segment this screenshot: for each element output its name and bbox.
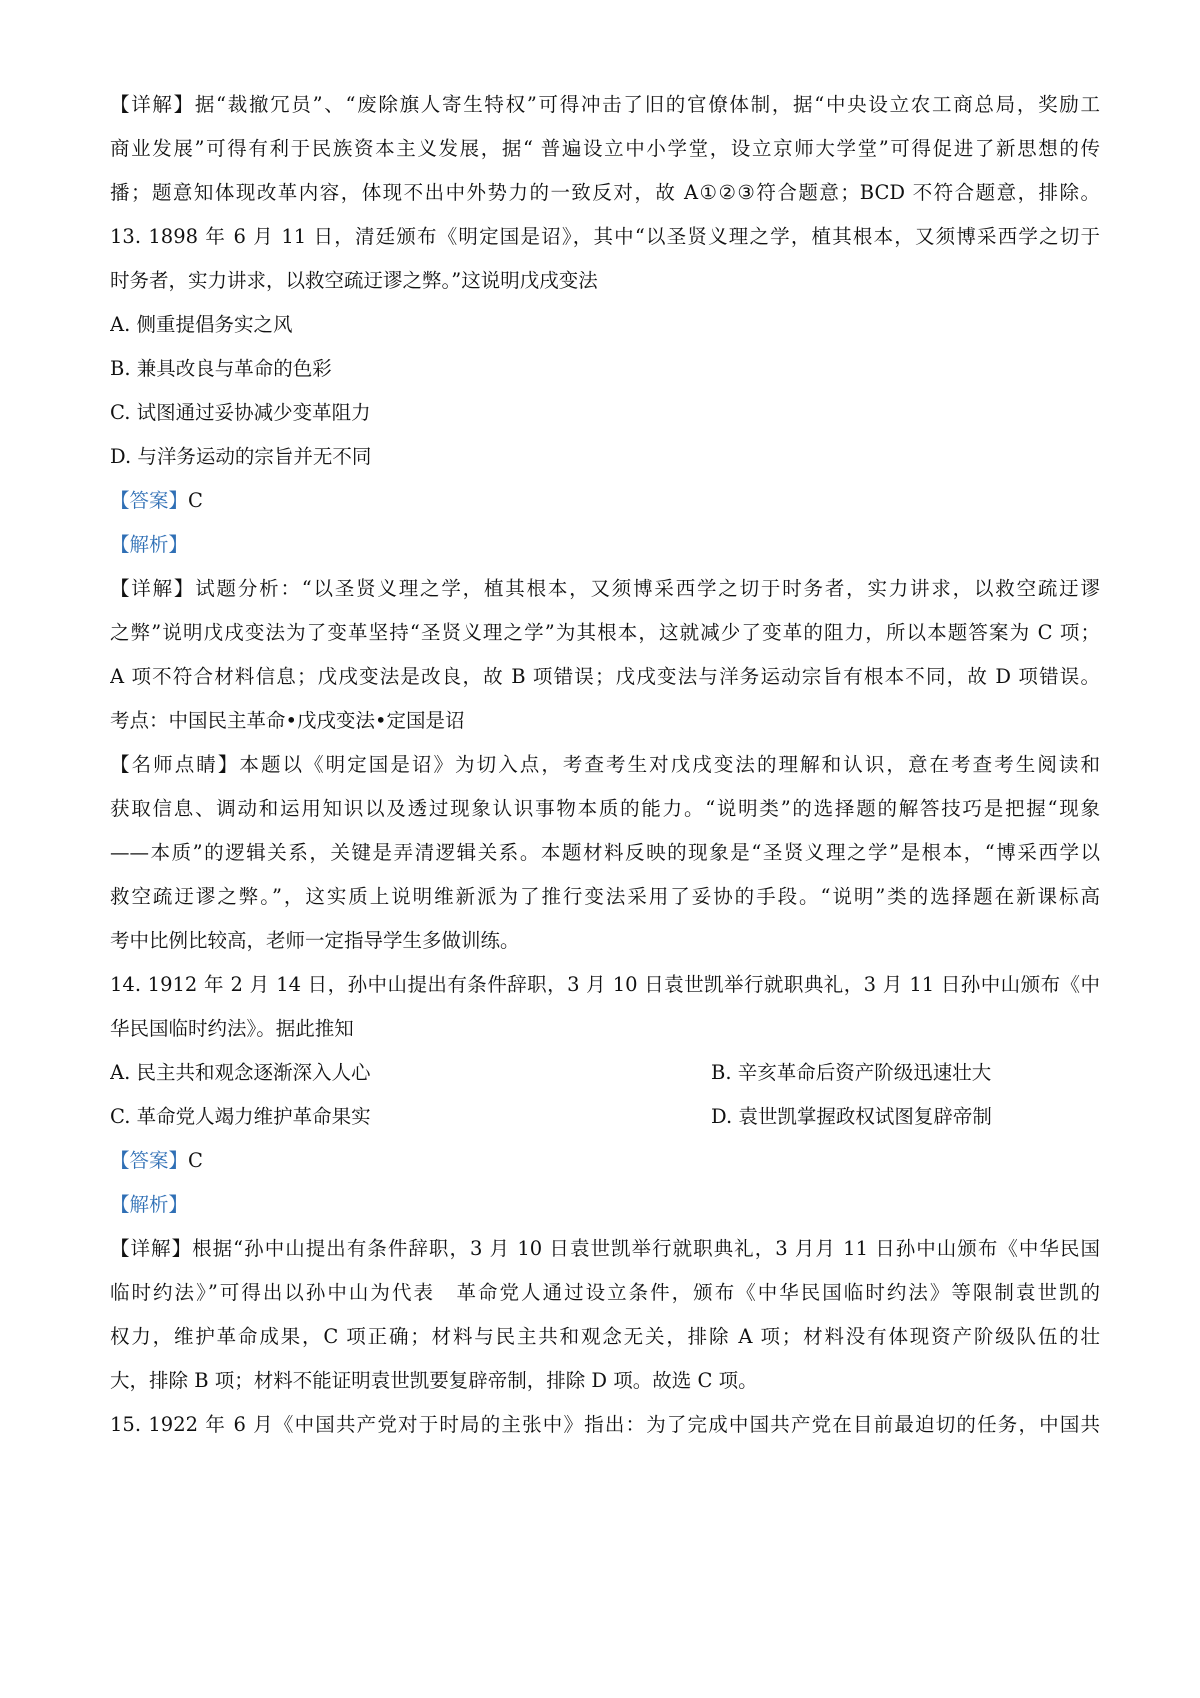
- q13-detail-line-1: 【详解】试题分析：“以圣贤义理之学，植其根本，又须博采西学之切于时务者，实力讲求，以救空疏迂谬: [110, 577, 1100, 600]
- q14-detail-line-4: 大，排除 B 项；材料不能证明袁世凯要复辟帝制，排除 D 项。故选 C 项。: [110, 1369, 758, 1392]
- q13-detail-line-3: A 项不符合材料信息；戊戌变法是改良，故 B 项错误；戊戌变法与洋务运动宗旨有根本不同，故 D 项错误。: [110, 665, 1100, 688]
- q13-option-a: A. 侧重提倡务实之风: [110, 313, 293, 336]
- q13-tips-line-4: 救空疏迂谬之弊。”，这实质上说明维新派为了推行变法采用了妥协的手段。“说明”类的选择题在新课标高: [110, 885, 1100, 908]
- q12-detail-line-1: 【详解】据“裁撤冗员”、“废除旗人寄生特权”可得冲击了旧的官僚体制，据“中央设立农工商总局，奖励工: [110, 93, 1100, 116]
- q14-option-d: D. 袁世凯掌握政权试图复辟帝制: [711, 1105, 992, 1128]
- q13-tips-line-5: 考中比例比较高，老师一定指导学生多做训练。: [110, 929, 520, 952]
- q14-detail-line-2: 临时约法》”可得出以孙中山为代表 革命党人通过设立条件，颁布《中华民国临时约法》等限制袁世凯的: [110, 1281, 1100, 1304]
- q13-detail-line-2: 之弊”说明戊戌变法为了变革坚持“圣贤义理之学”为其根本，这就减少了变革的阻力，所以本题答案为 C 项；: [110, 621, 1100, 644]
- q14-detail-line-3: 权力，维护革命成果，C 项正确；材料与民主共和观念无关，排除 A 项；材料没有体现资产阶级队伍的壮: [110, 1325, 1100, 1348]
- q13-answer-label: 【答案】: [110, 489, 189, 512]
- q13-answer-value: C: [188, 489, 203, 512]
- q14-option-c: C. 革命党人竭力维护革命果实: [110, 1105, 371, 1128]
- q14-option-a: A. 民主共和观念逐渐深入人心: [110, 1061, 371, 1084]
- q13-option-b: B. 兼具改良与革命的色彩: [110, 357, 332, 380]
- q13-option-d: D. 与洋务运动的宗旨并无不同: [110, 445, 372, 468]
- q15-stem-line-1: 15. 1922 年 6 月《中国共产党对于时局的主张中》指出：为了完成中国共产党在目前最迫切的任务，中国共: [110, 1413, 1100, 1436]
- q14-detail-line-1: 【详解】根据“孙中山提出有条件辞职，3 月 10 日袁世凯举行就职典礼，3 月月 11 日孙中山颁布《中华民国: [110, 1237, 1100, 1260]
- q14-answer-label: 【答案】: [110, 1149, 189, 1172]
- q12-detail-line-2: 商业发展”可得有利于民族资本主义发展，据“ 普遍设立中小学堂，设立京师大学堂”可得促进了新思想的传: [110, 137, 1100, 160]
- q13-tips-line-3: ——本质”的逻辑关系，关键是弄清逻辑关系。本题材料反映的现象是“圣贤义理之学”是根本，“博采西学以: [110, 841, 1100, 864]
- q14-option-b: B. 辛亥革命后资产阶级迅速壮大: [711, 1061, 992, 1084]
- q14-options-row-1: [110, 1060, 1100, 1086]
- q14-stem-line-2: 华民国临时约法》。据此推知: [110, 1017, 354, 1040]
- q13-option-c: C. 试图通过妥协减少变革阻力: [110, 401, 371, 424]
- q14-stem-line-1: 14. 1912 年 2 月 14 日，孙中山提出有条件辞职，3 月 10 日袁世凯举行就职典礼，3 月 11 日孙中山颁布《中: [110, 973, 1100, 996]
- q14-options-row-2: [110, 1104, 1100, 1130]
- q13-analysis-label: 【解析】: [110, 533, 189, 556]
- q13-stem-line-1: 13. 1898 年 6 月 11 日，清廷颁布《明定国是诏》，其中“以圣贤义理之学，植其根本，又须博采西学之切于: [110, 225, 1100, 248]
- q13-answer: [110, 488, 1100, 514]
- q14-answer-value: C: [188, 1149, 203, 1172]
- q13-kaodian: 考点：中国民主革命•戊戌变法•定国是诏: [110, 709, 465, 732]
- q14-answer: [110, 1148, 1100, 1174]
- q12-detail-line-3: 播；题意知体现改革内容，体现不出中外势力的一致反对，故 A①②③符合题意；BCD 不符合题意，排除。: [110, 181, 1100, 204]
- q13-tips-line-1: 【名师点睛】本题以《明定国是诏》为切入点，考查考生对戊戌变法的理解和认识，意在考查考生阅读和: [110, 753, 1100, 776]
- q13-stem-line-2: 时务者，实力讲求，以救空疏迂谬之弊。”这说明戊戌变法: [110, 269, 598, 292]
- q13-tips-line-2: 获取信息、调动和运用知识以及透过现象认识事物本质的能力。“说明类”的选择题的解答技巧是把握“现象: [110, 797, 1100, 820]
- q14-analysis-label: 【解析】: [110, 1193, 189, 1216]
